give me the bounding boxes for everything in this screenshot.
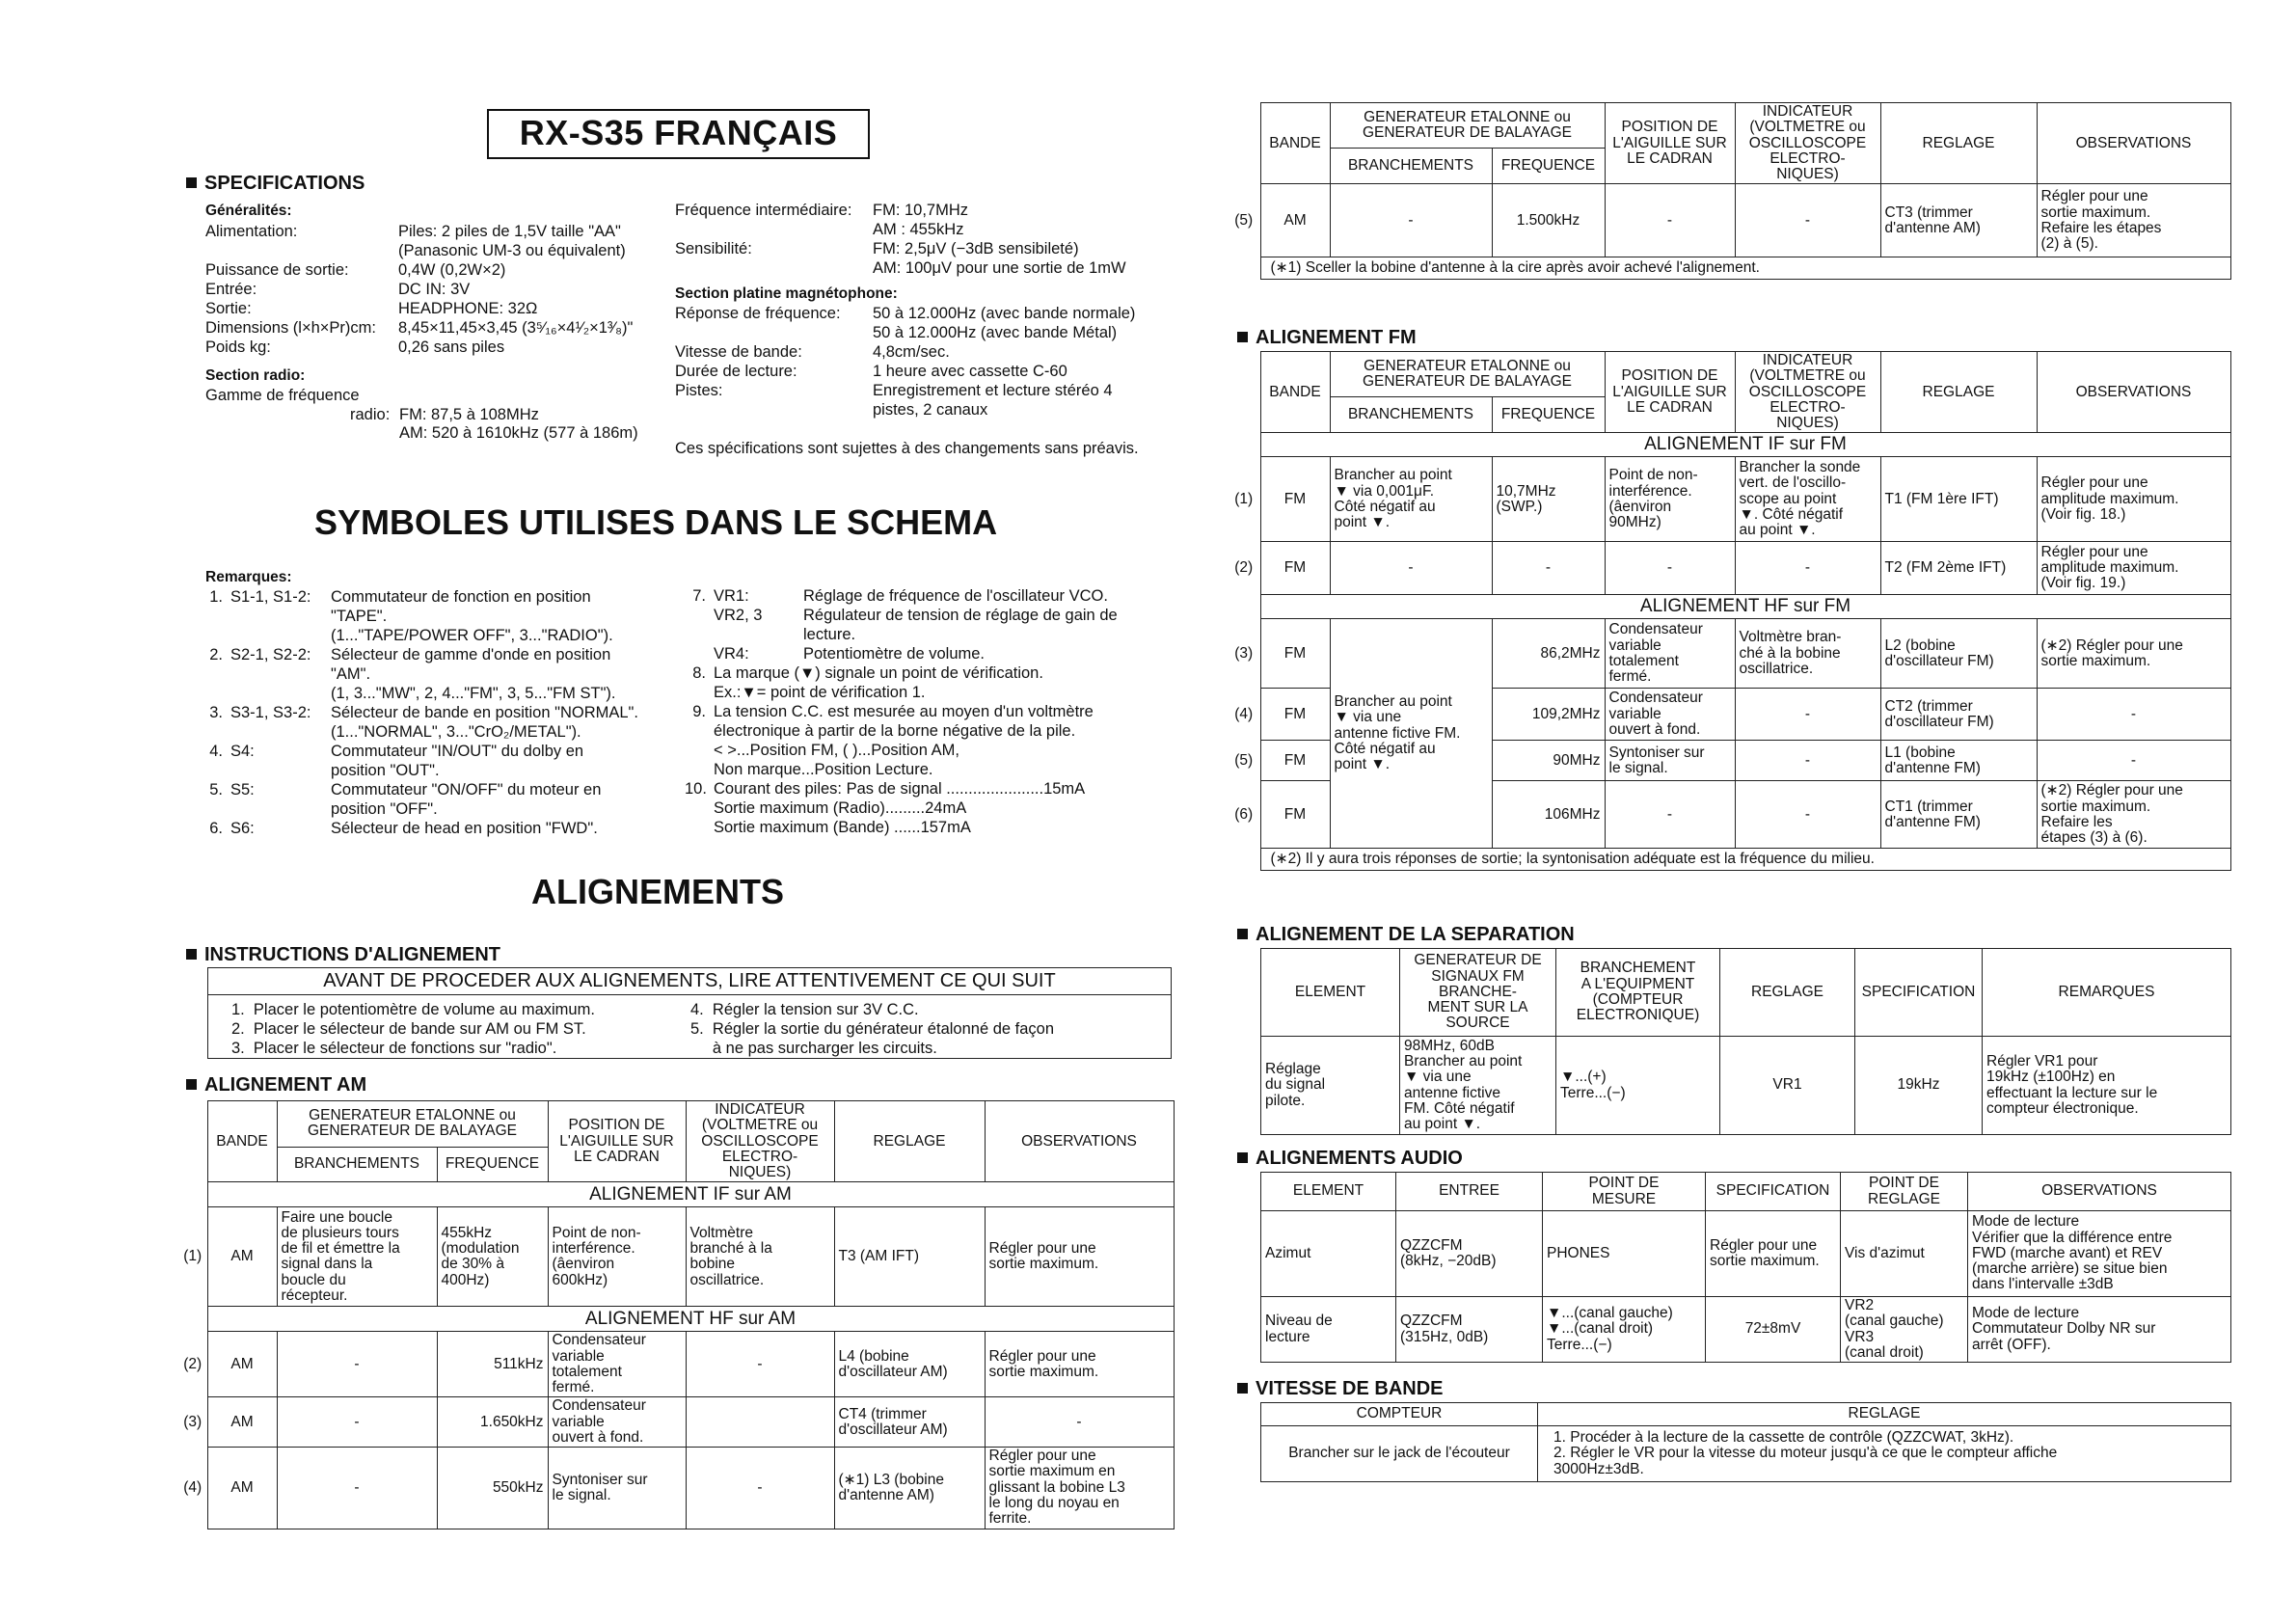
col-gen: GENERATEUR ETALONNE ou GENERATEUR DE BALAYAGE (277, 1101, 548, 1148)
symbol-number: 2. (209, 646, 223, 663)
am-hf-title: ALIGNEMENT HF sur AM (207, 1307, 1174, 1332)
symbol-item (685, 663, 1176, 702)
fm-table: BANDE GENERATEUR ETALONNE ou GENERATEUR DE BALAYAGE POSITION DE L'AIGUILLE SUR LE CADRAN INDICATEUR (VOLTMETRE ou OSCILLOSCOPE ELECTRO- NIQUES) REGLAGE OBSERVATIONS BRANCHEMENTS FREQUENCE ALIGNEMENT IF sur FM (1) FM Brancher au point ▼ via 0,001μF. Côté négatif au point ▼. 10,7MHz (SWP.) Point de non- interférence. (âenviron 90MHz) Brancher la sonde vert. de l'oscillo- scope au point ▼. Côté négatif au point ▼. T1 (FM 1ère IFT) Régler pour une amplitude maximum. (Voir fig. 18.) (2) FM - - - - T2 (FM 2ème IFT) Régler pour une amplitude maximum. (Voir fig. 19.) ALIGNEMENT HF sur FM (3) FM Brancher au point ▼ via une antenne fictive FM. Côté négatif au point ▼. 86,2MHz Condensateur variable totalement fermé. Voltmètre bran- ché à la bobine oscillatrice. L2 (bobine d'oscillateur FM) (∗2) Régler pour une sortie maximum. (4) FM 109,2MHz Condensateur variable ouvert à fond. - CT2 (trimmer d'oscillateur FM) - (5) FM 90MHz Syntoniser sur le signal. - L1 (bobine d'antenne FM) - (6) FM 106MHz - - CT1 (trimmer d'antenne FM) (∗2) Régler pour une sortie maximum. Refaire les étapes (3) à (6). (∗2) Il y aura trois réponses de sortie; la syntonisation adéquate est la fréquence du milieu. (1228, 351, 2231, 871)
spec-key: Puissance de sortie: (205, 261, 349, 279)
symbol-number: 1. (209, 588, 223, 606)
instr-left (231, 1000, 595, 1058)
alignements-heading: ALIGNEMENTS (531, 872, 785, 911)
spec-key: Durée de lecture: (675, 363, 797, 380)
spec-value: FM: 10,7MHz AM : 455kHz (873, 202, 969, 238)
col-branch: BRANCHEMENTS (277, 1147, 437, 1181)
page-title: RX-S35 FRANÇAIS (519, 113, 838, 152)
col-ind: INDICATEUR (VOLTMETRE ou OSCILLOSCOPE ELECTRO- NIQUES) (686, 1101, 834, 1182)
instruction-line: 3. Placer le sélecteur de fonctions sur "radio". (231, 1040, 557, 1057)
symbol-value: La tension C.C. est mesurée au moyen d'un voltmètre électronique à partir de la borne négative de la pile. < >...Position FM, ( )...Position AM, Non marque...Position Lecture. (714, 703, 1094, 778)
bullet-icon (186, 949, 197, 960)
spec-key: Réponse de fréquence: (675, 305, 841, 322)
col-bande: BANDE (207, 1101, 277, 1182)
symbol-key: VR2, 3 (714, 607, 763, 624)
specs-heading: SPECIFICATIONS (186, 172, 365, 195)
table-row: (1) AM Faire une boucle de plusieurs tours de fil et émettre la signal dans la boucle du récepteur. 455kHz (modulation de 30% à 400Hz) Point de non- interférence. (âenviron 600kHz) Voltmètre branché à la bobine oscillatrice. T3 (AM IFT) Régler pour une sortie maximum. (178, 1207, 1174, 1307)
fm-if-title: ALIGNEMENT IF sur FM (1260, 433, 2230, 457)
symbol-value: Régulateur de tension de réglage de gain de lecture. (803, 607, 1118, 643)
am-heading: ALIGNEMENT AM (186, 1073, 366, 1096)
table-row: (2) AM - 511kHz Condensateur variable totalement fermé. - L4 (bobine d'oscillateur AM) Régler pour une sortie maximum. (178, 1332, 1174, 1397)
sep-table: ELEMENT GENERATEUR DE SIGNAUX FM BRANCHE- MENT SUR LA SOURCE BRANCHEMENT A L'EQUIPMENT (COMPTEUR ELECTRONIQUE) REGLAGE SPECIFICATION REMARQUES Réglage du signal pilote. 98MHz, 60dB Brancher au point ▼ via une antenne fictive FM. Côté négatif au point ▼. ▼...(+) Terre...(−) VR1 19kHz Régler VR1 pour 19kHz (±100Hz) en effectuant la lecture sur le compteur électronique. (1260, 948, 2231, 1135)
bullet-icon (1237, 929, 1248, 939)
spec-row (205, 222, 659, 260)
symbol-value: Sélecteur de bande en position "NORMAL". (1..."NORMAL", 3..."CrO₂/METAL"). (331, 704, 638, 741)
symbol-item (205, 742, 678, 780)
bullet-icon (1237, 332, 1248, 342)
gamme-label: Gamme de fréquence (205, 387, 360, 404)
platine-label: Section platine magnétophone: (675, 285, 898, 302)
symbol-item (685, 606, 1176, 644)
spec-row (675, 381, 1176, 420)
spec-value: DC IN: 3V (398, 281, 471, 298)
table-row: (4) FM 109,2MHz Condensateur variable ouvert à fond. - CT2 (trimmer d'oscillateur FM) - (1228, 689, 2230, 741)
symbol-number (685, 606, 714, 644)
symbol-value: Commutateur "IN/OUT" du dolby en position "OUT". (331, 743, 584, 779)
bullet-icon (1237, 1152, 1248, 1163)
col-freq: FREQUENCE (437, 1147, 548, 1181)
am-if-title: ALIGNEMENT IF sur AM (207, 1182, 1174, 1207)
instr-right (690, 1000, 1054, 1058)
table-row: (6) FM 106MHz - - CT1 (trimmer d'antenne FM) (∗2) Régler pour une sortie maximum. Refaire les étapes (3) à (6). (1228, 781, 2230, 849)
symbol-number: 8. (692, 664, 706, 682)
spec-row (675, 304, 1176, 342)
symbol-value: La marque (▼) signale un point de vérification. Ex.:▼= point de vérification 1. (714, 664, 1043, 701)
bullet-icon (186, 1079, 197, 1090)
symbols-heading: SYMBOLES UTILISES DANS LE SCHEMA (314, 502, 998, 542)
symbol-item (685, 586, 1176, 606)
table-row: Azimut QZZCFM (8kHz, −20dB) PHONES Régler pour une sortie maximum. Vis d'azimut Mode de lecture Vérifier que la différence entre FWD (marche avant) et REV (marche arrière) se situe bien dans l'intervalle ±3dB (1261, 1211, 2231, 1297)
spec-key: Dimensions (l×h×Pr)cm: (205, 319, 376, 337)
table-row: (5) FM 90MHz Syntoniser sur le signal. - L1 (bobine d'antenne FM) - (1228, 741, 2230, 781)
symbol-value: Courant des piles: Pas de signal ......................15mA Sortie maximum (Radio).........24mA Sortie maximum (Bande) ......157mA (714, 780, 1086, 836)
symbol-number: 3. (209, 704, 223, 721)
radio-k: radio: (350, 406, 391, 423)
symbol-item (205, 780, 678, 819)
col-pos: POSITION DE L'AIGUILLE SUR LE CADRAN (548, 1101, 686, 1182)
table-row: (5) AM - 1.500kHz - - CT3 (trimmer d'antenne AM) Régler pour une sortie maximum. Refaire les étapes (2) à (5). (1228, 184, 2230, 257)
instruction-line: 4. Régler la tension sur 3V C.C. (690, 1001, 919, 1018)
fm-note: (∗2) Il y aura trois réponses de sortie; la syntonisation adéquate est la fréquence du milieu. (1260, 849, 2230, 871)
am-table (178, 1100, 1175, 1529)
spec-row (205, 280, 659, 299)
symbols-right-list (685, 586, 1176, 837)
spec-key: Vitesse de bande: (675, 343, 802, 361)
specs-right-list2 (675, 304, 1176, 420)
table-row: (4) AM - 550kHz Syntoniser sur le signal. - (∗1) L3 (bobine d'antenne AM) Régler pour une sortie maximum en glissant la bobine L3 le long du noyau en ferrite. (178, 1448, 1174, 1529)
symbol-number: 9. (692, 703, 706, 720)
symbol-key: S6: (230, 820, 255, 837)
symbol-value: Commutateur de fonction en position "TAPE". (1..."TAPE/POWER OFF", 3..."RADIO"). (331, 588, 613, 644)
specs-notice: Ces spécifications sont sujettes à des changements sans préavis. (675, 440, 1139, 457)
spec-value: HEADPHONE: 32Ω (398, 300, 538, 317)
spec-row (205, 260, 659, 280)
symbol-item (205, 819, 678, 838)
instruction-line: 5. Régler la sortie du générateur étalonné de façon (690, 1020, 1055, 1038)
instruction-line: 1. Placer le potentiomètre de volume au maximum. (231, 1001, 595, 1018)
instruction-line: 2. Placer le sélecteur de bande sur AM ou FM ST. (231, 1020, 586, 1038)
table-row: (2) FM - - - - T2 (FM 2ème IFT) Régler pour une amplitude maximum. (Voir fig. 19.) (1228, 542, 2230, 595)
spec-key: Pistes: (675, 382, 723, 399)
symbol-key: VR4: (714, 645, 749, 663)
specs-left-list (205, 222, 659, 357)
symbol-number (685, 644, 714, 663)
sep-heading: ALIGNEMENT DE LA SEPARATION (1237, 923, 1575, 946)
spec-key: Poids kg: (205, 338, 271, 356)
symbol-key: S3-1, S3-2: (230, 704, 311, 721)
symbol-item (685, 644, 1176, 663)
spec-row (205, 299, 659, 318)
spec-row (675, 239, 1176, 278)
symbol-value: Potentiomètre de volume. (803, 645, 986, 663)
symbol-key: VR1: (714, 587, 749, 605)
spec-value: 4,8cm/sec. (873, 343, 950, 361)
symbol-item (205, 587, 678, 645)
vitesse-table: COMPTEUR REGLAGE Brancher sur le jack de l'écouteur 1. Procéder à la lecture de la cassette de contrôle (QZZCWAT, 3kHz). 2. Régler le VR pour la vitesse du moteur jusqu'à ce que le compteur affiche 3000Hz±3dB. (1260, 1402, 2231, 1482)
spec-row (205, 338, 659, 357)
instruction-line: à ne pas surcharger les circuits. (690, 1040, 937, 1057)
radio-fm: FM: 87,5 à 108MHz (399, 406, 539, 423)
spec-value: Piles: 2 piles de 1,5V taille "AA" (Panasonic UM-3 ou équivalent) (398, 223, 626, 259)
bullet-icon (1237, 1383, 1248, 1394)
symbol-number: 4. (209, 743, 223, 760)
bullet-icon (186, 177, 197, 188)
spec-row (675, 201, 1176, 239)
table-row: (3) AM - 1.650kHz Condensateur variable ouvert à fond. CT4 (trimmer d'oscillateur AM) - (178, 1397, 1174, 1448)
remarques-label: Remarques: (205, 569, 292, 585)
symbol-number: 10. (685, 780, 707, 798)
instr-box (207, 967, 1172, 1059)
spec-value: 0,4W (0,2W×2) (398, 261, 506, 279)
spec-value: 50 à 12.000Hz (avec bande normale) 50 à 12.000Hz (avec bande Métal) (873, 305, 1136, 341)
table-row: Niveau de lecture QZZCFM (315Hz, 0dB) ▼...(canal gauche) ▼...(canal droit) Terre...(−) 72±8mV VR2 (canal gauche) VR3 (canal droit) Mode de lecture Commutateur Dolby NR sur arrêt (OFF). (1261, 1297, 2231, 1363)
specs-gen-label: Généralités: (205, 203, 292, 219)
symbol-key: S2-1, S2-2: (230, 646, 311, 663)
symbol-value: Réglage de fréquence de l'oscillateur VCO. (803, 587, 1108, 605)
spec-row (675, 362, 1176, 381)
spec-row (205, 318, 659, 338)
spec-key: Entrée: (205, 281, 257, 298)
symbol-item (685, 702, 1176, 779)
symbol-key: S4: (230, 743, 255, 760)
symbol-key: S5: (230, 781, 255, 798)
specs-right-list (675, 201, 1176, 278)
symbol-key: S1-1, S1-2: (230, 588, 311, 606)
fm-hf-title: ALIGNEMENT HF sur FM (1260, 595, 2230, 619)
symbol-item (205, 703, 678, 742)
audio-heading: ALIGNEMENTS AUDIO (1237, 1147, 1463, 1170)
audio-table: ELEMENT ENTREE POINT DE MESURE SPECIFICATION POINT DE REGLAGE OBSERVATIONS Azimut QZZCFM (8kHz, −20dB) PHONES Régler pour une sortie maximum. Vis d'azimut Mode de lecture Vérifier que la différence entre FWD (marche avant) et REV (marche arrière) se situe bien dans l'intervalle ±3dB Niveau de lecture QZZCFM (315Hz, 0dB) ▼...(canal gauche) ▼...(canal droit) Terre...(−) 72±8mV VR2 (canal gauche) VR3 (canal droit) Mode de lecture Commutateur Dolby NR sur arrêt (OFF). (1260, 1172, 2231, 1363)
symbols-left-list (205, 587, 678, 838)
symbol-value: Sélecteur de head en position "FWD". (331, 820, 598, 837)
symbol-number: 7. (692, 587, 706, 605)
am5-note: (∗1) Sceller la bobine d'antenne à la cire après avoir achevé l'alignement. (1260, 257, 2230, 280)
spec-value: FM: 2,5μV (−3dB sensibileté) AM: 100μV pour une sortie de 1mW (873, 240, 1126, 277)
vitesse-heading: VITESSE DE BANDE (1237, 1377, 1443, 1400)
spec-key: Sensibilité: (675, 240, 752, 257)
spec-row (675, 342, 1176, 362)
spec-value: 1 heure avec cassette C-60 (873, 363, 1067, 380)
symbol-number: 6. (209, 820, 223, 837)
symbol-item (205, 645, 678, 703)
instr-box-title: AVANT DE PROCEDER AUX ALIGNEMENTS, LIRE ATTENTIVEMENT CE QUI SUIT (208, 968, 1171, 995)
symbol-value: Sélecteur de gamme d'onde en position "AM". (1, 3..."MW", 2, 4..."FM", 3, 5..."FM ST"). (331, 646, 616, 702)
fm-heading: ALIGNEMENT FM (1237, 326, 1417, 349)
spec-key: Sortie: (205, 300, 252, 317)
radio-label: Section radio: (205, 367, 306, 384)
symbol-item (685, 779, 1176, 837)
instr-heading: INSTRUCTIONS D'ALIGNEMENT (186, 943, 500, 966)
symbol-number: 5. (209, 781, 223, 798)
col-obs: OBSERVATIONS (985, 1101, 1174, 1182)
table-row: Réglage du signal pilote. 98MHz, 60dB Brancher au point ▼ via une antenne fictive FM. Côté négatif au point ▼. ▼...(+) Terre...(−) VR1 19kHz Régler VR1 pour 19kHz (±100Hz) en effectuant la lecture sur le compteur électronique. (1261, 1037, 2231, 1135)
radio-am: AM: 520 à 1610kHz (577 à 186m) (399, 424, 638, 442)
spec-key: Fréquence intermédiaire: (675, 202, 852, 219)
symbol-value: Commutateur "ON/OFF" du moteur en position "OFF". (331, 781, 602, 818)
spec-value: 0,26 sans piles (398, 338, 505, 356)
col-reg: REGLAGE (834, 1101, 985, 1182)
table-row: Brancher sur le jack de l'écouteur 1. Procéder à la lecture de la cassette de contrôle (QZZCWAT, 3kHz). 2. Régler le VR pour la vitesse du moteur jusqu'à ce que le compteur affiche 3000Hz±3dB. (1261, 1426, 2231, 1482)
spec-key: Alimentation: (205, 223, 298, 240)
am5-table: BANDE GENERATEUR ETALONNE ou GENERATEUR DE BALAYAGE POSITION DE L'AIGUILLE SUR LE CADRAN INDICATEUR (VOLTMETRE ou OSCILLOSCOPE ELECTRO- NIQUES) REGLAGE OBSERVATIONS BRANCHEMENTS FREQUENCE (5) AM - 1.500kHz - - CT3 (trimmer d'antenne AM) Régler pour une sortie maximum. Refaire les étapes (2) à (5). (∗1) Sceller la bobine d'antenne à la cire après avoir achevé l'alignement. (1228, 102, 2231, 280)
table-row: (3) FM Brancher au point ▼ via une antenne fictive FM. Côté négatif au point ▼. 86,2MHz Condensateur variable totalement fermé. Voltmètre bran- ché à la bobine oscillatrice. L2 (bobine d'oscillateur FM) (∗2) Régler pour une sortie maximum. (1228, 619, 2230, 689)
table-row: (1) FM Brancher au point ▼ via 0,001μF. Côté négatif au point ▼. 10,7MHz (SWP.) Point de non- interférence. (âenviron 90MHz) Brancher la sonde vert. de l'oscillo- scope au point ▼. Côté négatif au point ▼. T1 (FM 1ère IFT) Régler pour une amplitude maximum. (Voir fig. 18.) (1228, 457, 2230, 542)
spec-value: 8,45×11,45×3,45 (3⁵⁄₁₆×4¹⁄₂×1³⁄₈)" (398, 319, 634, 337)
fm-hf-branch: Brancher au point ▼ via une antenne fictive FM. Côté négatif au point ▼. (1330, 619, 1492, 849)
spec-value: Enregistrement et lecture stéréo 4 pistes, 2 canaux (873, 382, 1113, 419)
